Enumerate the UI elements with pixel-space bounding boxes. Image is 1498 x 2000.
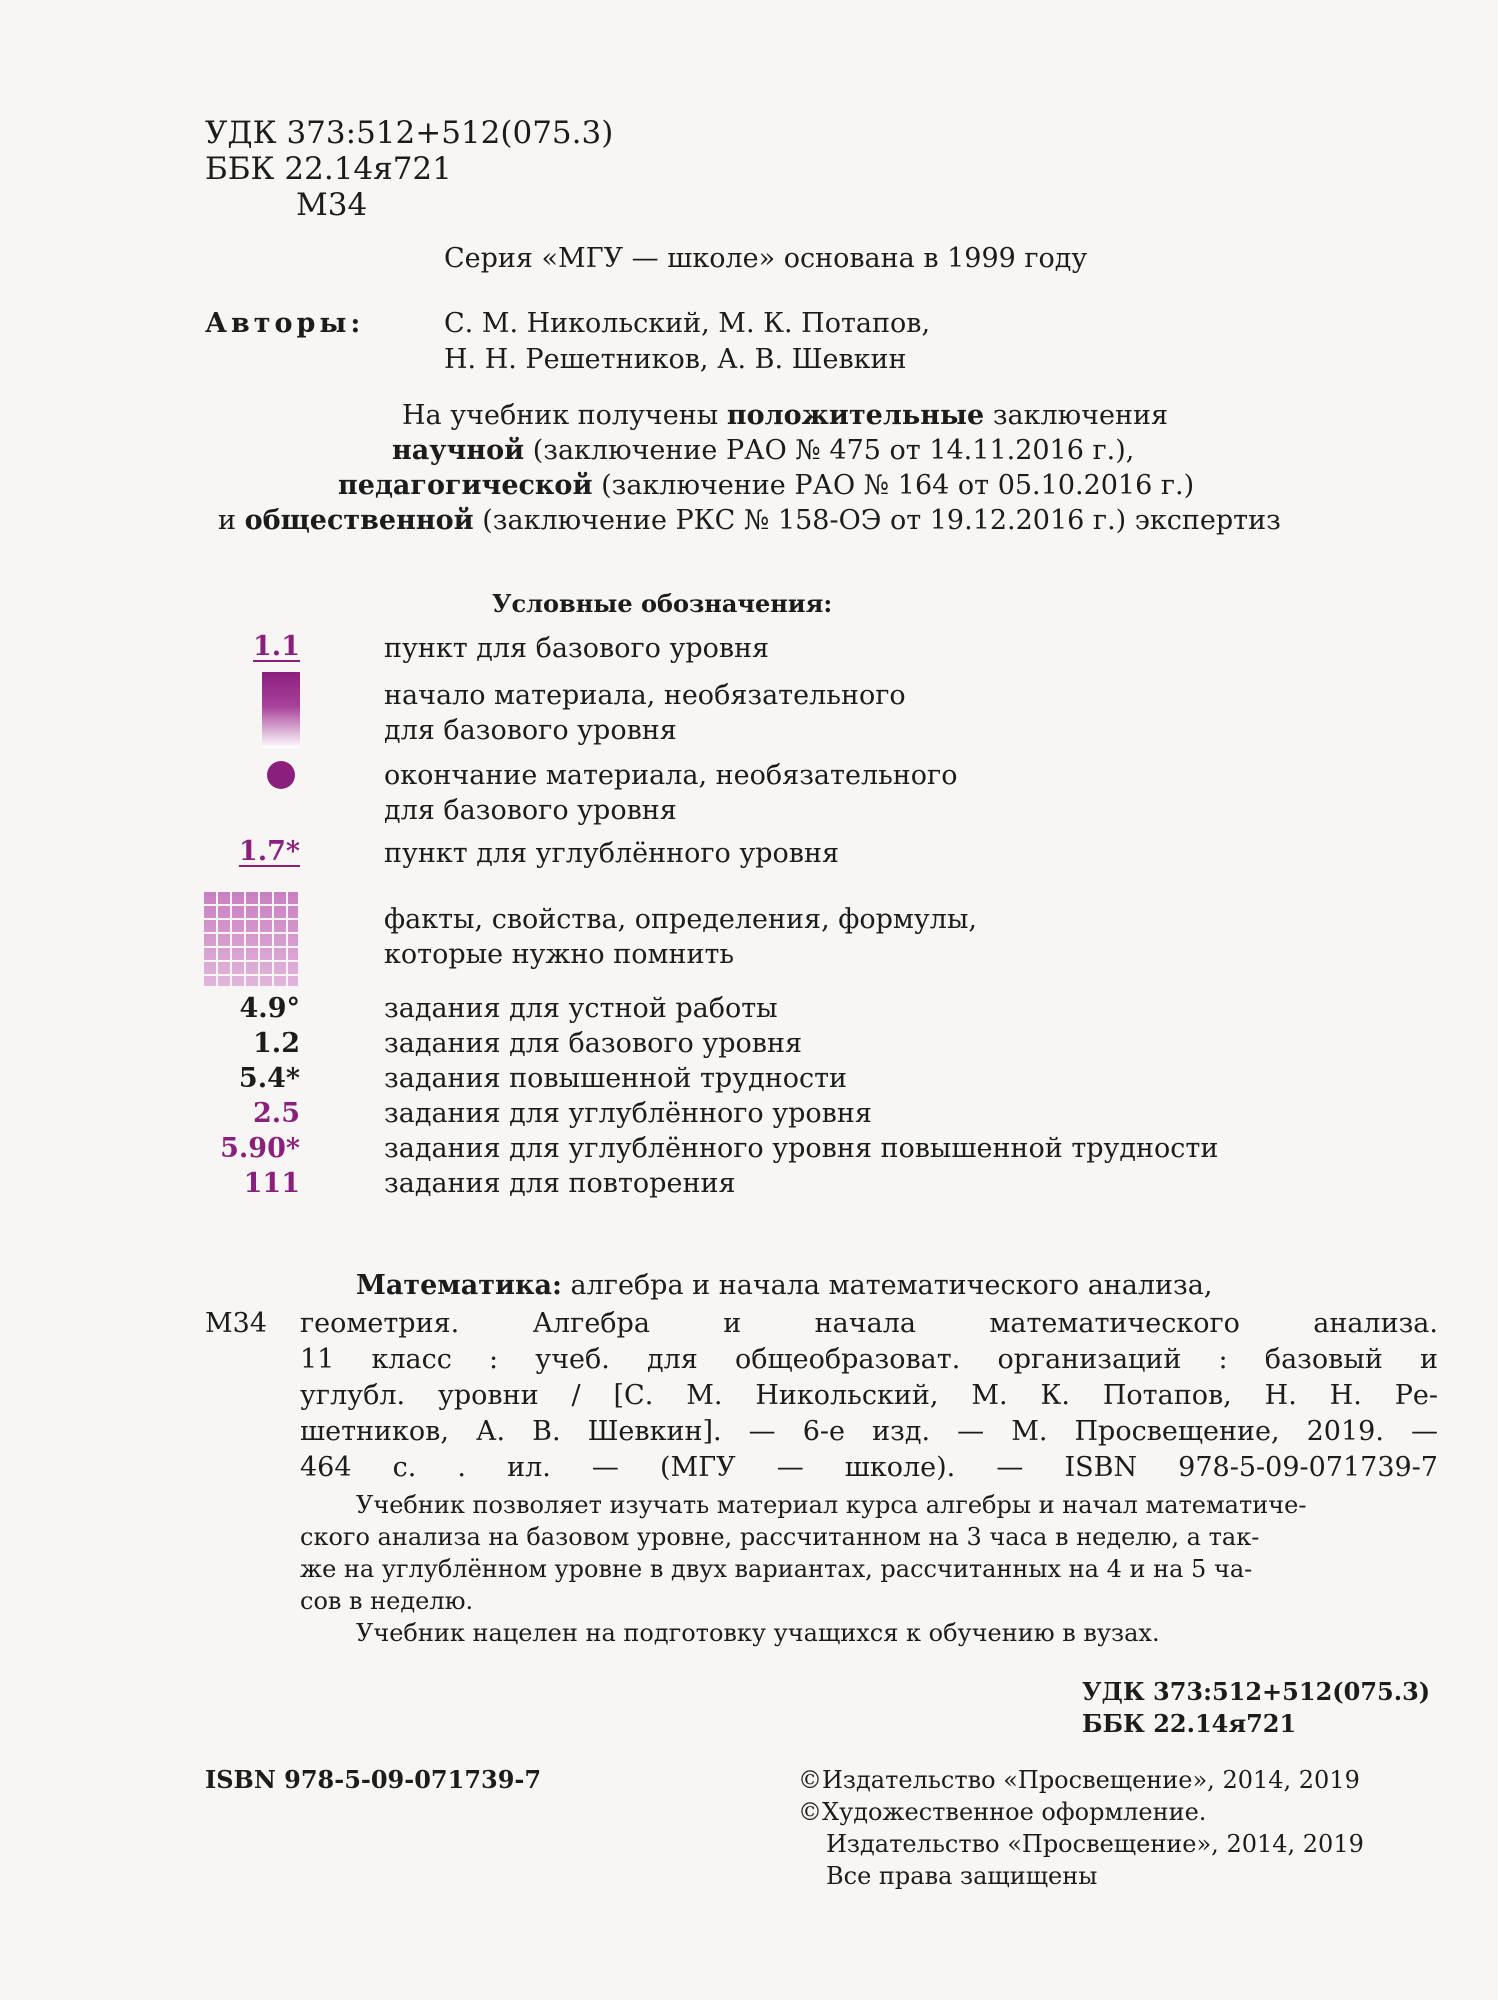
exercise-number: 2.5 xyxy=(253,1098,300,1129)
approval-emphasis: педагогической xyxy=(338,470,593,501)
copyright-publisher: ©Издательство «Просвещение», 2014, 2019 xyxy=(798,1766,1360,1794)
author-mark: М34 xyxy=(296,187,368,223)
copyright-design: ©Художественное оформление. xyxy=(798,1798,1207,1826)
biblio-line-1 xyxy=(356,1272,1212,1299)
biblio-line-6: 464 с. . ил. — (МГУ — школе). — ISBN 978-5-09-071739-7 xyxy=(300,1452,1438,1483)
annotation-line-2: ского анализа на базовом уровне, рассчитанном на 3 часа в неделю, а так- xyxy=(300,1523,1260,1551)
approval-emphasis: общественной xyxy=(244,505,474,536)
biblio-code: М34 xyxy=(205,1308,268,1339)
exercise-number: 5.90* xyxy=(220,1133,300,1164)
annotation-line-3: же на углублённом уровне в двух вариантах, рассчитанных на 4 и на 5 ча- xyxy=(300,1555,1253,1583)
exercise-number: 4.9° xyxy=(239,993,300,1024)
authors-label: Авторы: xyxy=(205,308,365,339)
udk-code: УДК 373:512+512(075.3) xyxy=(205,115,614,151)
optional-start-marker xyxy=(262,672,300,748)
advanced-item-text: пункт для углублённого уровня xyxy=(384,838,840,869)
approval-text: На учебник получены xyxy=(402,400,727,431)
annotation-line-4: сов в неделю. xyxy=(300,1587,474,1615)
footer-bbk: ББК 22.14я721 xyxy=(1082,1709,1297,1738)
copyright-design-publisher: Издательство «Просвещение», 2014, 2019 xyxy=(826,1830,1364,1858)
facts-grid-marker xyxy=(202,890,298,986)
bbk-code: ББК 22.14я721 xyxy=(205,151,452,187)
biblio-text: алгебра и начала математического анализа, xyxy=(561,1270,1213,1301)
biblio-line-3: 11 класс : учеб. для общеобразоват. организаций : базовый и xyxy=(300,1344,1438,1375)
biblio-title: Математика: xyxy=(356,1270,562,1301)
approval-line-2 xyxy=(392,437,1134,464)
exercise-description: задания для базового уровня xyxy=(384,1028,802,1059)
optional-end-text-1: окончание материала, необязательного xyxy=(384,760,958,791)
approval-line-3 xyxy=(338,472,1194,499)
facts-text-1: факты, свойства, определения, формулы, xyxy=(384,904,978,935)
basic-item-text: пункт для базового уровня xyxy=(384,633,770,664)
exercise-number: 5.4* xyxy=(238,1063,300,1094)
approval-text: (заключение РАО № 164 от 05.10.2016 г.) xyxy=(592,470,1195,501)
facts-text-2: которые нужно помнить xyxy=(384,939,735,970)
approval-text: (заключение РКС № 158-ОЭ от 19.12.2016 г.) экспертиз xyxy=(473,505,1281,536)
optional-start-text-2: для базового уровня xyxy=(384,715,677,746)
approval-emphasis: научной xyxy=(392,435,525,466)
authors-line-1: С. М. Никольский, М. К. Потапов, xyxy=(444,308,931,339)
approval-line-1 xyxy=(402,402,1168,429)
exercise-number: 1.2 xyxy=(253,1028,300,1059)
optional-start-text-1: начало материала, необязательного xyxy=(384,680,906,711)
series-note: Серия «МГУ — школе» основана в 1999 году xyxy=(444,243,1088,274)
exercise-description: задания повышенной трудности xyxy=(384,1063,848,1094)
basic-item-marker: 1.1 xyxy=(253,631,300,662)
biblio-line-2: геометрия. Алгебра и начала математического анализа. xyxy=(300,1308,1438,1339)
optional-end-marker xyxy=(267,761,295,789)
advanced-item-marker: 1.7* xyxy=(238,836,300,867)
approval-text: и xyxy=(218,505,245,536)
authors-line-2: Н. Н. Решетников, А. В. Шевкин xyxy=(444,344,907,375)
footer-udk: УДК 373:512+512(075.3) xyxy=(1082,1677,1431,1706)
exercise-description: задания для повторения xyxy=(384,1168,736,1199)
rights-reserved: Все права защищены xyxy=(826,1862,1098,1890)
biblio-line-4: углубл. уровни / [С. М. Никольский, М. К. Потапов, Н. Н. Ре- xyxy=(300,1380,1438,1411)
approval-text: (заключение РАО № 475 от 14.11.2016 г.), xyxy=(524,435,1135,466)
approval-line-4 xyxy=(218,507,1281,534)
exercise-description: задания для устной работы xyxy=(384,993,778,1024)
exercise-description: задания для углублённого уровня xyxy=(384,1098,872,1129)
legend-title: Условные обозначения: xyxy=(492,589,833,618)
exercise-description: задания для углублённого уровня повышенной трудности xyxy=(384,1133,1219,1164)
biblio-line-5: шетников, А. В. Шевкин]. — 6-е изд. — М. Просвещение, 2019. — xyxy=(300,1416,1438,1447)
approval-emphasis: положительные xyxy=(726,400,985,431)
annotation-line-1: Учебник позволяет изучать материал курса алгебры и начал математиче- xyxy=(356,1491,1307,1519)
footer-isbn: ISBN 978-5-09-071739-7 xyxy=(205,1765,542,1794)
exercise-number: 111 xyxy=(243,1168,300,1199)
optional-end-text-2: для базового уровня xyxy=(384,795,677,826)
annotation-line-5: Учебник нацелен на подготовку учащихся к обучению в вузах. xyxy=(356,1619,1160,1647)
approval-text: заключения xyxy=(984,400,1169,431)
